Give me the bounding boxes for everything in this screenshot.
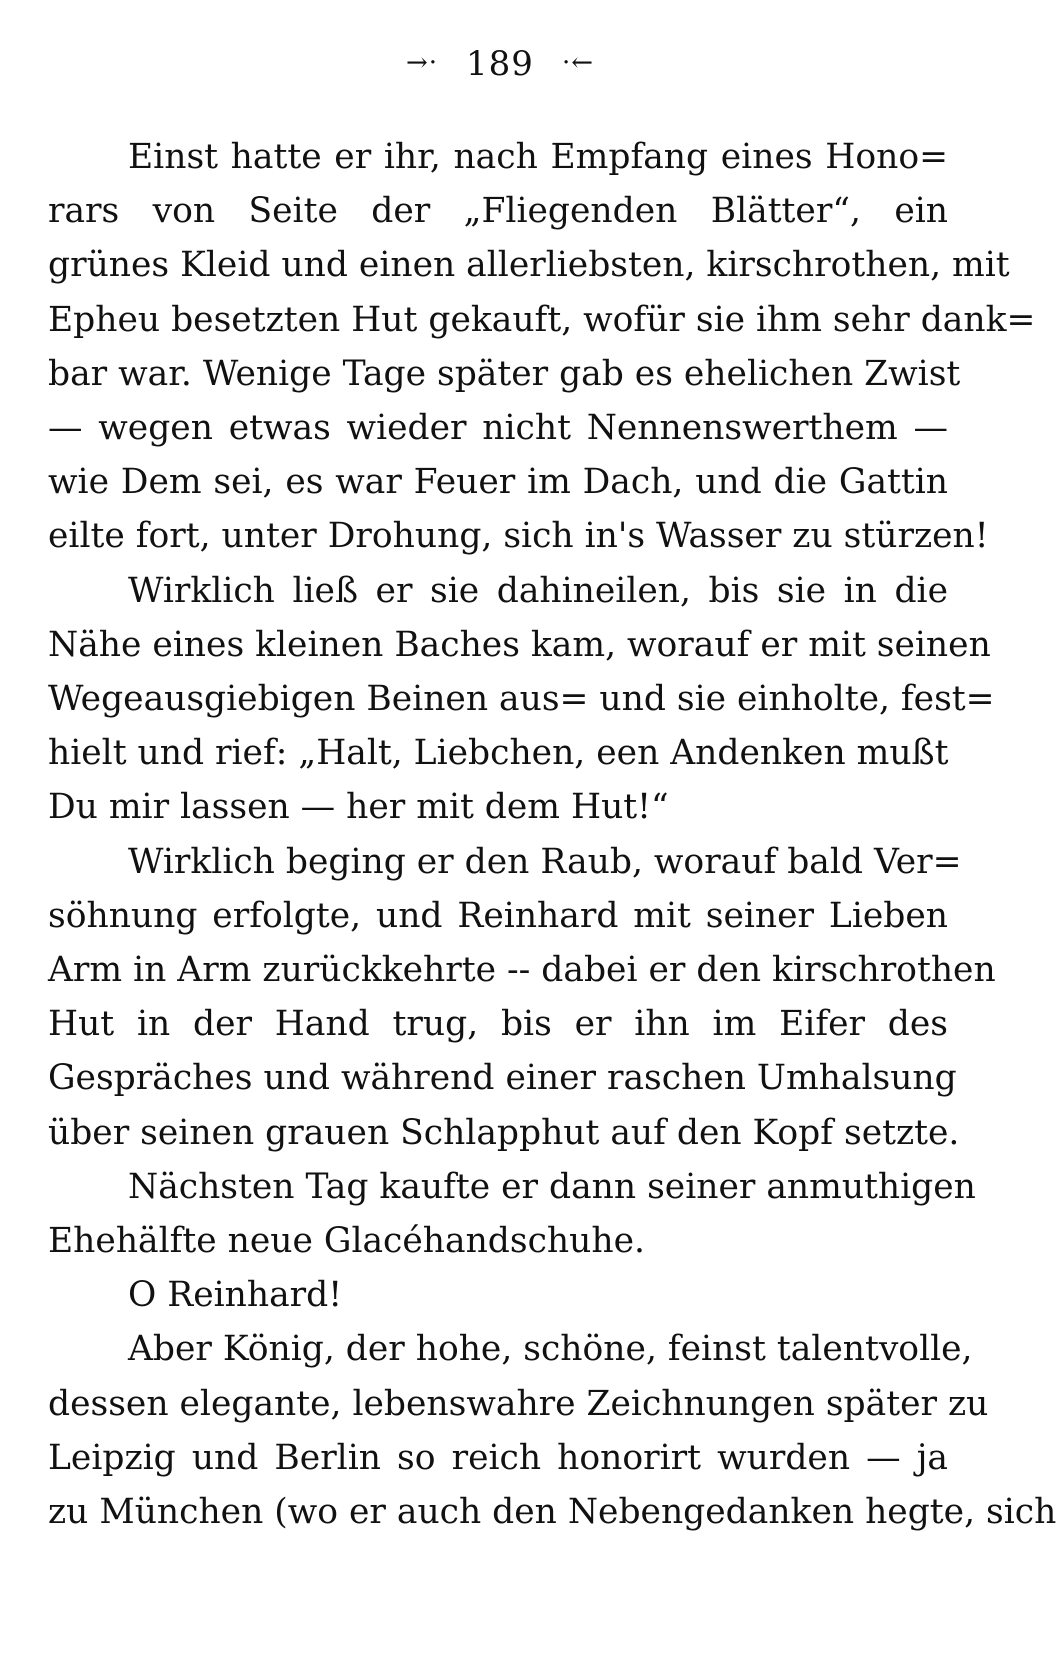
text-line: grünes Kleid und einen allerliebsten, kirschrothen, mit	[48, 245, 1010, 286]
text-line: Nähe eines kleinen Baches kam, worauf er mit seinen	[48, 624, 991, 665]
text-line: Aber König, der hohe, schöne, feinst talentvolle,	[128, 1329, 973, 1370]
text-line: wie Dem sei, es war Feuer im Dach, und die Gattin	[48, 462, 948, 503]
text-line: Leipzig und Berlin so reich honorirt wurden — ja	[48, 1437, 948, 1478]
text-line: dessen elegante, lebenswahre Zeichnungen später zu	[48, 1383, 989, 1424]
text-line: — wegen etwas wieder nicht Nennenswerthem —	[48, 408, 948, 449]
text-line: über seinen grauen Schlapphut auf den Kopf setzte.	[48, 1112, 960, 1153]
left-ornament: →·	[405, 48, 439, 78]
text-line: Du mir lassen — her mit dem Hut!“	[48, 787, 669, 828]
page-number: 189	[466, 44, 534, 84]
text-line: Wirklich ließ er sie dahineilen, bis sie in die	[128, 570, 948, 611]
text-line: Wegeausgiebigen Beinen aus= und sie einholte, fest=	[48, 679, 995, 720]
right-ornament: ·←	[561, 48, 595, 78]
text-line: eilte fort, unter Drohung, sich in's Wasser zu stürzen!	[48, 516, 989, 557]
text-line: söhnung erfolgte, und Reinhard mit seiner Lieben	[48, 895, 948, 936]
body-text	[48, 130, 1056, 1539]
text-line: Epheu besetzten Hut gekauft, wofür sie ihm sehr dank=	[48, 299, 1036, 340]
text-line: Einst hatte er ihr, nach Empfang eines Hono=	[128, 137, 948, 177]
text-line: Wirklich beging er den Raub, worauf bald Ver=	[128, 841, 962, 882]
text-line: zu München (wo er auch den Nebengedanken hegte, sich	[48, 1492, 1056, 1533]
text-line: O Reinhard!	[128, 1275, 343, 1316]
text-line: Arm in Arm zurückkehrte -- dabei er den kirschrothen	[48, 950, 996, 991]
page-header	[0, 44, 1000, 84]
text-line: rars von Seite der „Fliegenden Blätter“, ein	[48, 191, 948, 232]
text-line: Ehehälfte neue Glacéhandschuhe.	[48, 1221, 645, 1262]
text-line: Gespräches und während einer raschen Umhalsung	[48, 1058, 957, 1099]
text-line: Hut in der Hand trug, bis er ihn im Eifer des	[48, 1004, 948, 1045]
text-line: Nächsten Tag kaufte er dann seiner anmuthigen	[128, 1166, 976, 1207]
text-line: bar war. Wenige Tage später gab es ehelichen Zwist	[48, 353, 961, 394]
text-line: hielt und rief: „Halt, Liebchen, een Andenken mußt	[48, 733, 949, 774]
